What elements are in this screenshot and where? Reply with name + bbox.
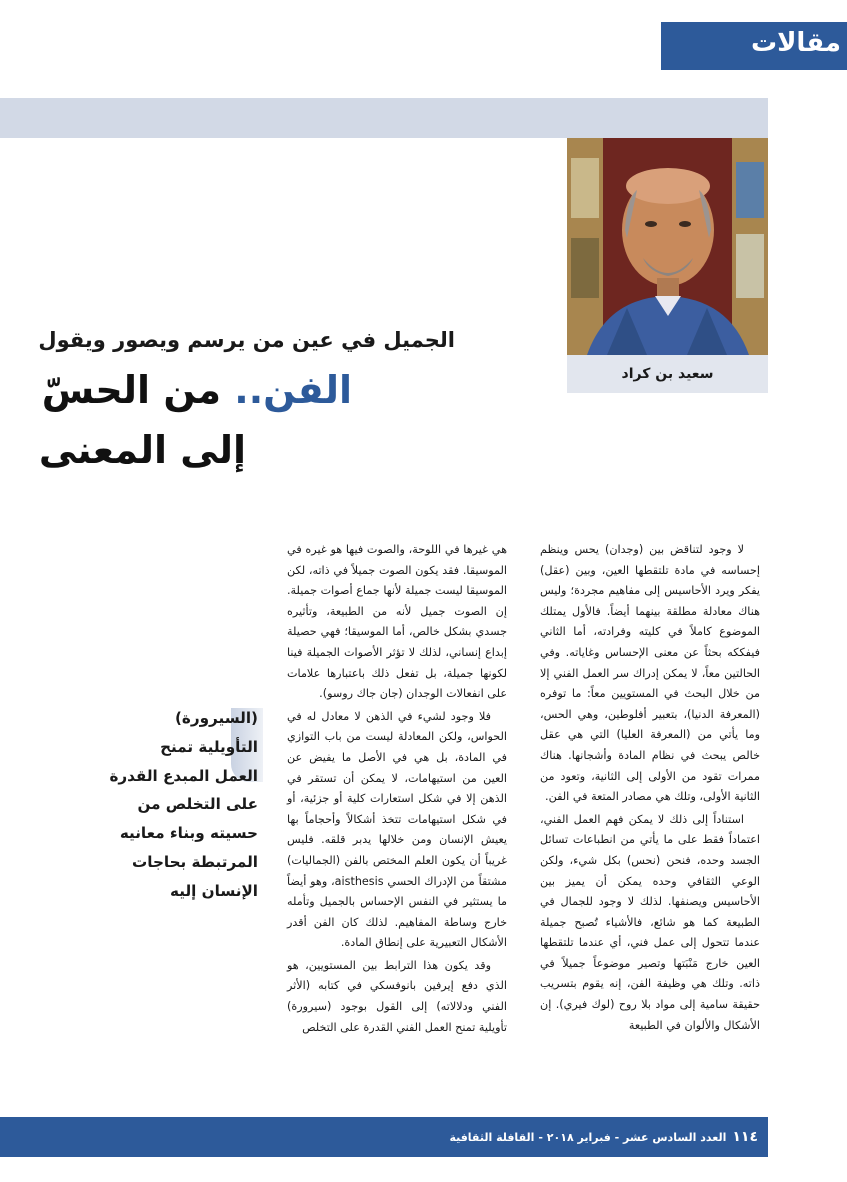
footer-issue-text: العدد السادس عشر - فبراير ٢٠١٨ - (538, 1130, 727, 1144)
page-number: ١١٤ (732, 1129, 758, 1145)
article-title-line1 (42, 368, 352, 412)
article-kicker: الجميل في عين من يرسم ويصور ويقول (38, 328, 455, 352)
pull-quote (98, 704, 258, 906)
body-paragraph: فلا وجود لشيء في الذهن لا معادل له في الحواس، ولكن المعادلة ليست من باب التوازي في المادة، بل هي في الأصل ما يفيض عن العين من استيهامات، لا يمكن أن تستقر في الذهن إلا في شكل استعارات كلية أو جزئية، أو في شكل استيهامات تتخذ أشكالاً وأحجاماً بها يعيش الإنسان ومن خلالها يدبر قلقه. فليس غريباً أن يكون العلم المختص بالفن (الجماليات) مشتقاً من الإدراك الحسي aisthesis، وهو أيضاً ما يستثير في النفس الإحساس بالجميل وتأمله خارج وساطة المفاهيم. لذلك كان الفن أقدر الأشكال التعبيرية على إنطاق المادة. (287, 709, 507, 950)
pull-quote-line: الإنسان إليه (170, 881, 258, 900)
section-tab (661, 22, 847, 70)
header-band (0, 98, 768, 138)
body-paragraph: هي غيرها في اللوحة، والصوت فيها هو غيره في الموسيقا. فقد يكون الصوت جميلاً في ذاته، لكن الموسيقا ليست جميلة لأنها جماع أصوات جميلة. إن الصوت جميل لأنه من الطبيعة، وتأثيره جسدي بشكل خالص، أما الموسيقا؛ فهي حصيلة إبداع إنساني، لذلك لا تؤثر الأصوات الجميلة فينا لكونها جميلة، بل تفعل ذلك باعتبارها علامات على انفعالات الوجدان (جان جاك روسو). (287, 543, 507, 701)
title-rest: من الحسّ (41, 368, 235, 412)
pull-quote-line: التأويلية تمنح (160, 737, 258, 756)
photo-caption: سعيد بن كراد (567, 355, 768, 393)
section-label: مقالات (750, 28, 841, 58)
pull-quote-line: المرتبطة بحاجات (132, 852, 258, 871)
body-paragraph: لا وجود لتناقض بين (وجدان) يحس وينظم إحساسه في مادة تلتقطها العين، وبين (عقل) يفكر ويرد الأحاسيس إلى مفاهيم مجردة؛ وليس هناك معادلة مطلقة بينهما أيضاً. فالأول يمتلك الموضوع كاملاً في كليته وفرادته، أما الثاني فيفككه بحثاً عن معنى الإحساس وغاياته. وفي الحالتين معاً، لا يمكن إدراك سر العمل الفني إلا من خلال البحث في المستويين معاً: ما توفره (المعرفة الدنيا)، بتعبير أفلوطين، وهي الحس، وما يأتي من (المعرفة العليا) التي هي عقل خالص يبحث في نظام المادة وأشجانها. هناك ممرات تقود من الأولى إلى الثانية، وتعود من الثانية الأولى، وتلك هي مصادر المتعة في الفن. (540, 543, 760, 804)
author-portrait-illustration (567, 138, 768, 355)
pull-quote-line: على التخلص من (137, 795, 258, 814)
pull-quote-line: العمل المبدع القدرة (109, 766, 258, 785)
body-paragraph: وقد يكون هذا الترابط بين المستويين، هو الذي دفع إيرفين بانوفسكي في كتابه (الأثر الفني ودلالاته) إلى القول بوجود (سيرورة) تأويلية تمنح العمل الفني القدرة على التخلص (287, 958, 507, 1034)
body-paragraph: استناداً إلى ذلك لا يمكن فهم العمل الفني، اعتماداً فقط على ما يأتي من انطباعات تسائل الجسد وحده، فنحن (نحس) بكل شيء، ولكن الوعي الثقافي وحده يمكن أن يميز بين الأحاسيس ويصنفها. لذلك لا وجود للجمال في الطبيعة كما هو شائع، فالأشياء تُصبح جميلة عندما تتحول إلى عمل فني، أي عندما تلتقطها العين خارج مَنْبَتها وتصير موضوعاً جميلاً في ذاته. وتلك هي وظيفة الفن، إنه يقوم بتسريب حقيقة سامية إلى مواد بلا روح (لوك فيري). إن الأشكال والألوان في الطبيعة (540, 812, 760, 1032)
body-column-left (287, 540, 507, 1040)
body-column-right (540, 540, 760, 1038)
footer-bar (0, 1117, 768, 1157)
footer-magazine-name: القافلة الثقافية (449, 1130, 535, 1144)
article-title-line2: إلى المعنى (38, 428, 246, 472)
author-photo (567, 138, 768, 355)
pull-quote-line: (السيرورة) (174, 709, 258, 727)
title-highlight: الفن.. (234, 368, 352, 412)
pull-quote-line: حسيته وبناء معانيه (119, 824, 258, 843)
